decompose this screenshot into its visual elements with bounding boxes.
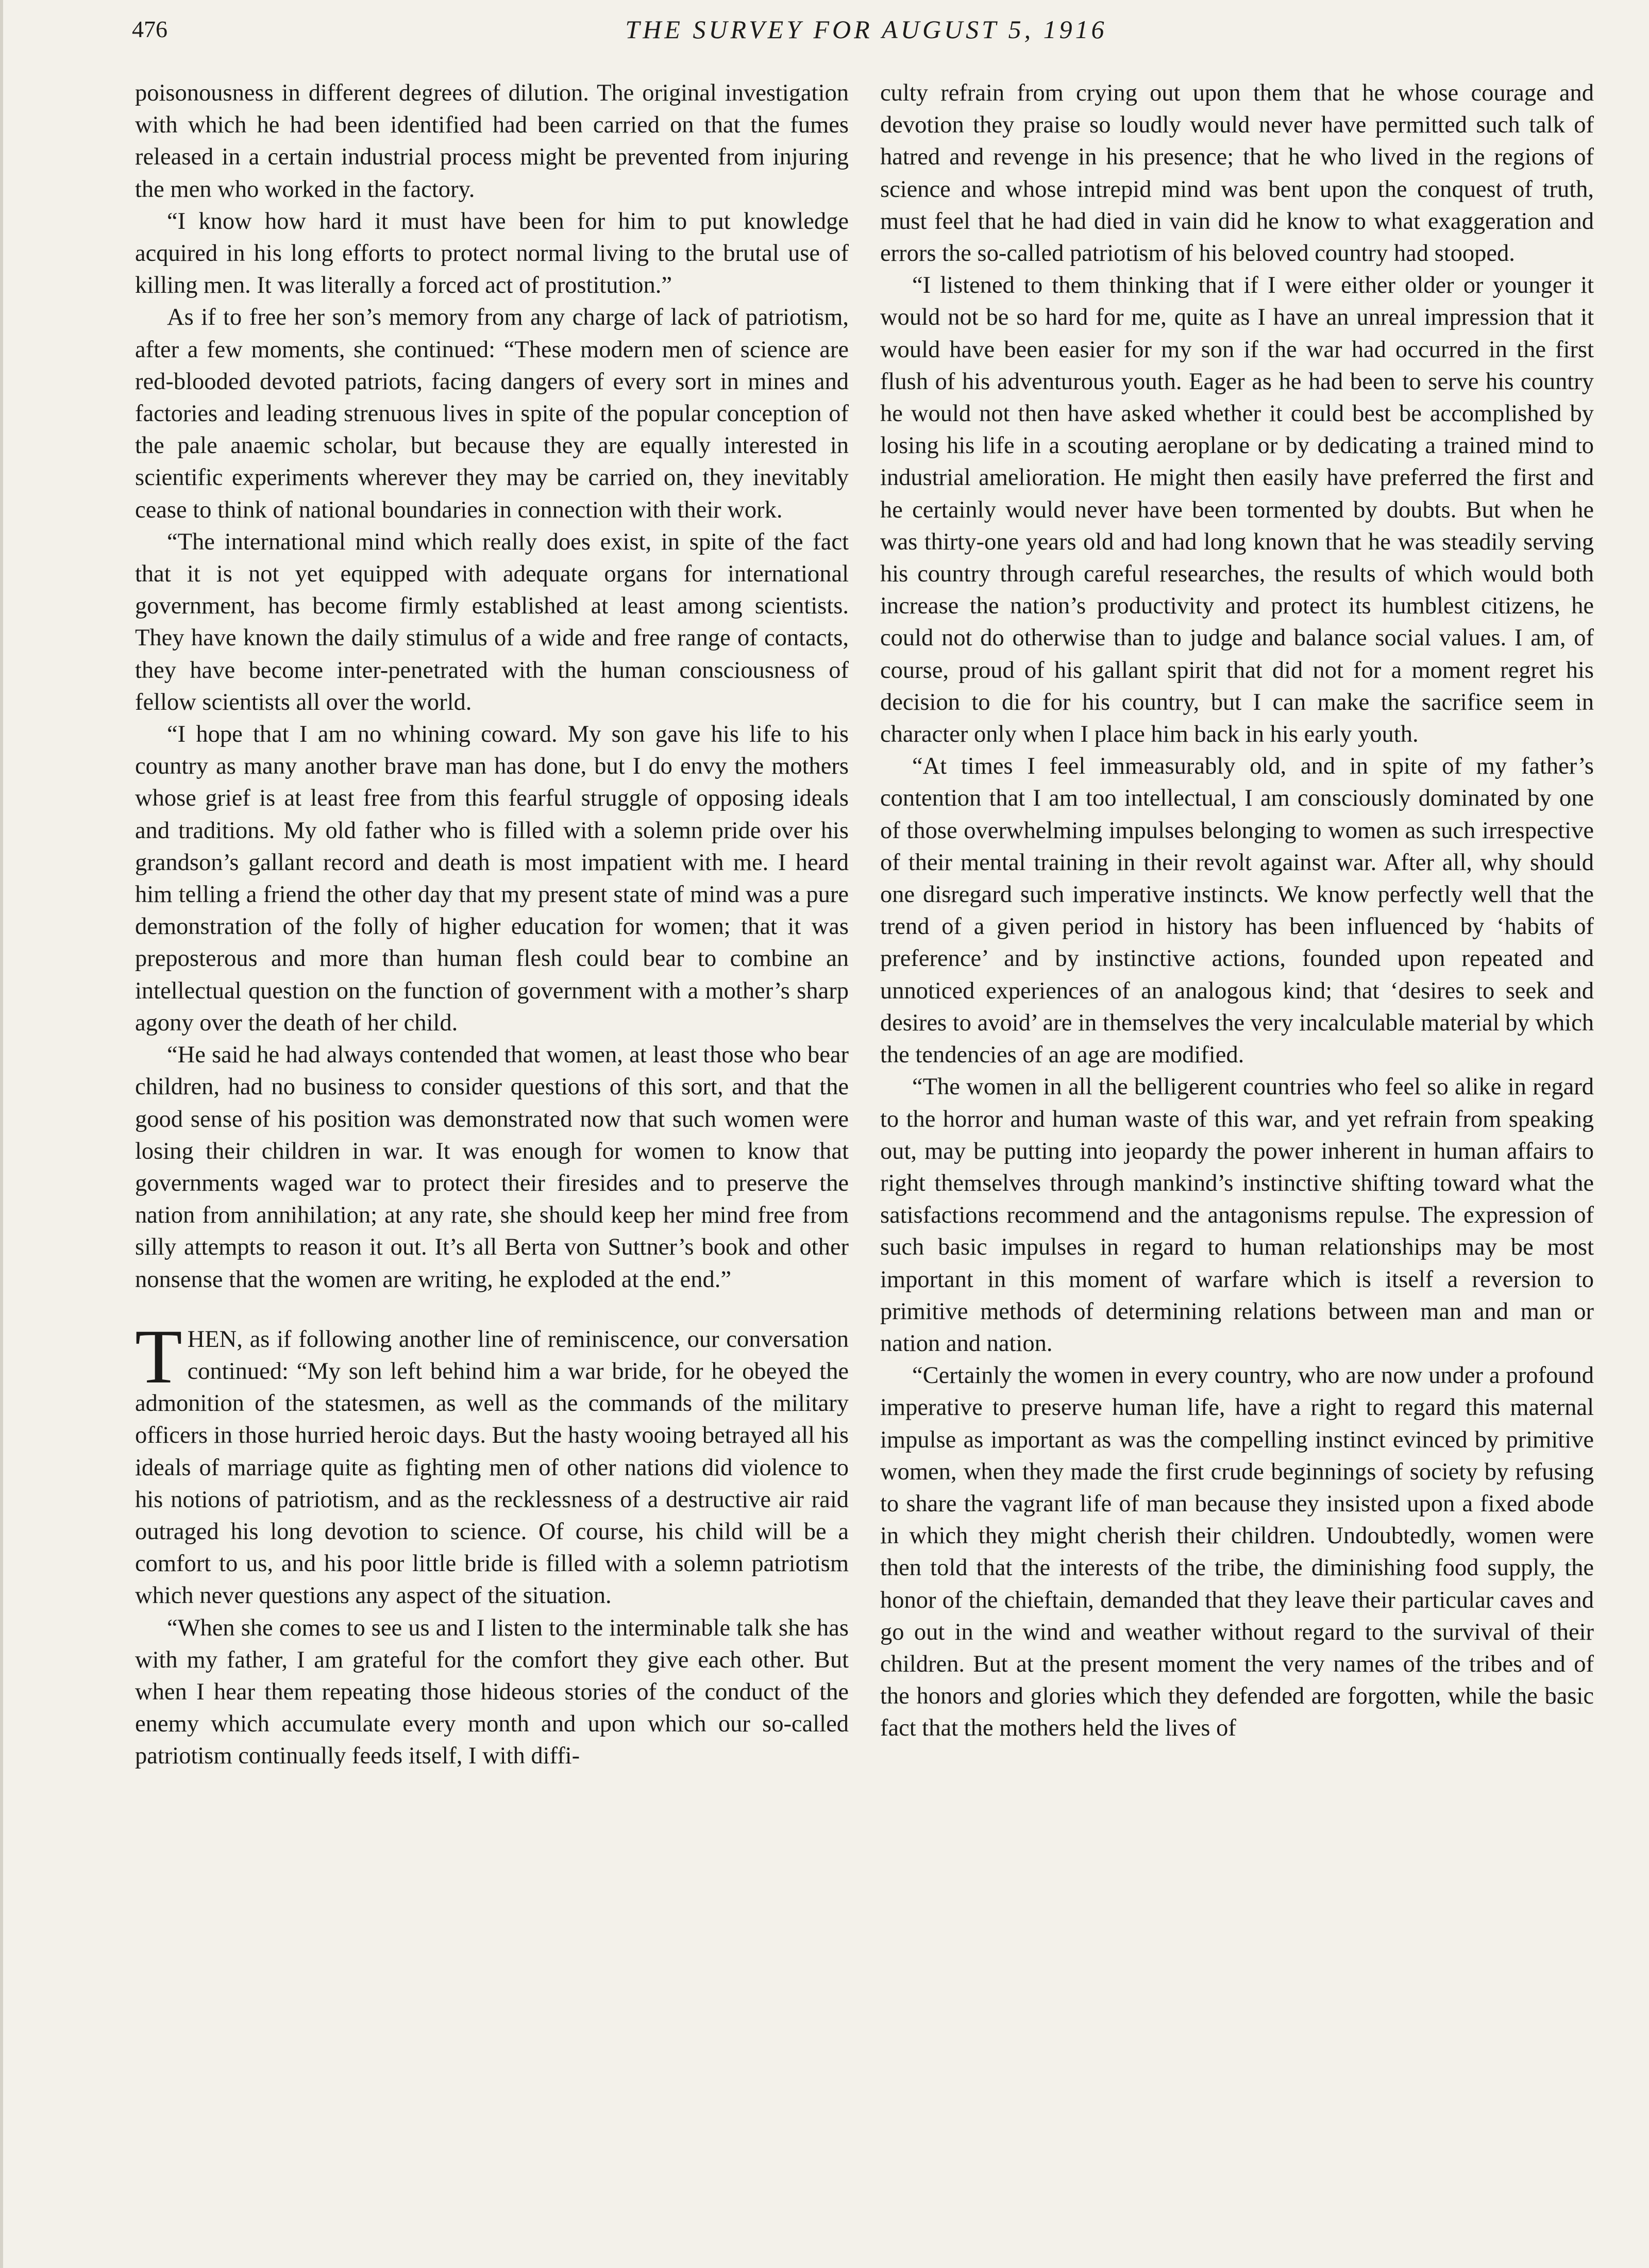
section-opening-paragraph	[135, 1313, 849, 1612]
drop-cap: T	[135, 1313, 182, 1399]
paragraph: “At times I feel immeasurably old, and in spite of my father’s contention that I am too intellectual, I am consciously dominated by one of those overwhelming impulses belonging to women as such irrespective of their mental training in their revolt against war. After all, why should one disregard such imperative instincts. We know perfectly well that the trend of a given period in history has been influenced by ‘habits of preference’ and by instinctive actions, founded upon repeated and unnoticed experiences of an analogous kind; that ‘desires to seek and desires to avoid’ are in themselves the very incalculable material by which the tendencies of an age are modified.	[880, 753, 1594, 1069]
paragraph: As if to free her son’s memory from any charge of lack of patriotism, after a few moments, she continued: “These modern men of science are red-blooded devoted patriots, facing dangers of every sort in mines and factories and leading strenuous lives in spite of the popular conception of the pale anaemic scholar, but because they are equally interested in scientific experiments wherever they may be carried on, they inevitably cease to think of national boundaries in connection with their work.	[135, 304, 849, 523]
paragraph: “The international mind which really does exist, in spite of the fact that it is not yet equipped with adequate organs for international government, has become firmly established at least among scientists. They have known the daily stimulus of a wide and free range of contacts, they have become inter-penetrated with the human consciousness of fellow scientists all over the world.	[135, 528, 849, 715]
right-column	[880, 77, 1594, 1745]
paragraph: “When she comes to see us and I listen to the interminable talk she has with my father, I am grateful for the comfort they give each other. But when I hear them repeating those hideous stories of the conduct of the enemy which accumulate every month and upon which our so-called patriotism continually feeds itself, I with diffi-	[135, 1614, 849, 1770]
paragraph: “He said he had always contended that women, at least those who bear children, had no business to consider questions of this sort, and that the good sense of his position was demonstrated now that such women were losing their children in war. It was enough for women to know that governments waged war to protect their firesides and to preserve the nation from annihilation; at any rate, she should keep her mind free from silly attempts to reason it out. It’s all Berta von Suttner’s book and other nonsense that the women are writing, he exploded at the end.”	[135, 1042, 849, 1293]
dropcap-paragraph-text: HEN, as if following another line of reminiscence, our conversation continued: “My son left behind him a war bride, for he obeyed the admonition of the statesmen, as well as the commands of the military officers in those hurried heroic days. But the hasty wooing betrayed all his ideals of marriage quite as fighting men of other nations did violence to his notions of patriotism, and as the recklessness of a destructive air raid outraged his long devotion to science. Of course, his child will be a comfort to us, and his poor little bride is filled with a solemn patriotism which never questions any aspect of the situation.	[135, 1326, 849, 1609]
running-title: THE SURVEY FOR AUGUST 5, 1916	[625, 15, 1107, 44]
left-column	[135, 77, 849, 1773]
paragraph: “I know how hard it must have been for him to put knowledge acquired in his long efforts to protect normal living to the brutal use of killing men. It was literally a forced act of prostitution.”	[135, 208, 849, 299]
paragraph: “The women in all the belligerent countries who feel so alike in regard to the horror and human waste of this war, and yet refrain from speaking out, may be putting into jeopardy the power inherent in human affairs to right themselves through mankind’s instinctive shifting toward what the satisfactions recommend and the antagonisms repulse. The expression of such basic impulses in regard to human relationships may be most important in this moment of warfare which is itself a reversion to primitive methods of determining relations between man and man or nation and nation.	[880, 1074, 1594, 1357]
paragraph: “I hope that I am no whining coward. My son gave his life to his country as many another brave man has done, but I do envy the mothers whose grief is at least free from this fearful struggle of opposing ideals and traditions. My old father who is filled with a solemn pride over his grandson’s gallant record and death is most impatient with me. I heard him telling a friend the other day that my present state of mind was a pure demonstration of the folly of higher education for women; that it was preposterous and more than human flesh could bear to combine an intellectual question on the function of government with a mother’s sharp agony over the death of her child.	[135, 721, 849, 1036]
page-number: 476	[132, 16, 167, 42]
paragraph: “I listened to them thinking that if I were either older or younger it would not be so hard for me, quite as I have an unreal impression that it would have been easier for my son if the war had occurred in the first flush of his adventurous youth. Eager as he had been to serve his country he would not then have asked whether it could best be accomplished by losing his life in a scouting aeroplane or by dedicating a trained mind to industrial amelioration. He might then easily have preferred the first and he certainly would never have been tormented by doubts. But when he was thirty-one years old and had long known that he was steadily serving his country through careful researches, the results of which would both increase the nation’s productivity and protect its humblest citizens, he could not do otherwise than to judge and balance social values. I am, of course, proud of his gallant spirit that did not for a moment regret his decision to die for his country, but I can make the sacrifice seem in character only when I place him back in his early youth.	[880, 272, 1594, 748]
page-header	[132, 11, 1601, 53]
paragraph: “Certainly the women in every country, who are now under a profound imperative to preserve human life, have a right to regard this maternal impulse as important as was the compelling instinct evinced by primitive women, when they made the first crude beginnings of society by refusing to share the vagrant life of man because they insisted upon a fixed abode in which they might cherish their children. Undoubtedly, women were then told that the interests of the tribe, the diminishing food supply, the honor of the chieftain, demanded that they leave their particular caves and go out in the wind and weather without regard to the survival of their children. But at the present moment the very names of the tribes and of the honors and glories which they defended are forgotten, while the basic fact that the mothers held the lives of	[880, 1362, 1594, 1742]
paragraph: poisonousness in different degrees of dilution. The original investigation with which he had been identified had been carried on that the fumes released in a certain industrial process might be prevented from injuring the men who worked in the factory.	[135, 80, 849, 203]
paragraph: culty refrain from crying out upon them that he whose courage and devotion they praise so loudly would never have permitted such talk of hatred and revenge in his presence; that he who lived in the regions of science and whose intrepid mind was bent upon the conquest of truth, must feel that he had died in vain did he know to what exaggeration and errors the so-called patriotism of his beloved country had stooped.	[880, 80, 1594, 267]
